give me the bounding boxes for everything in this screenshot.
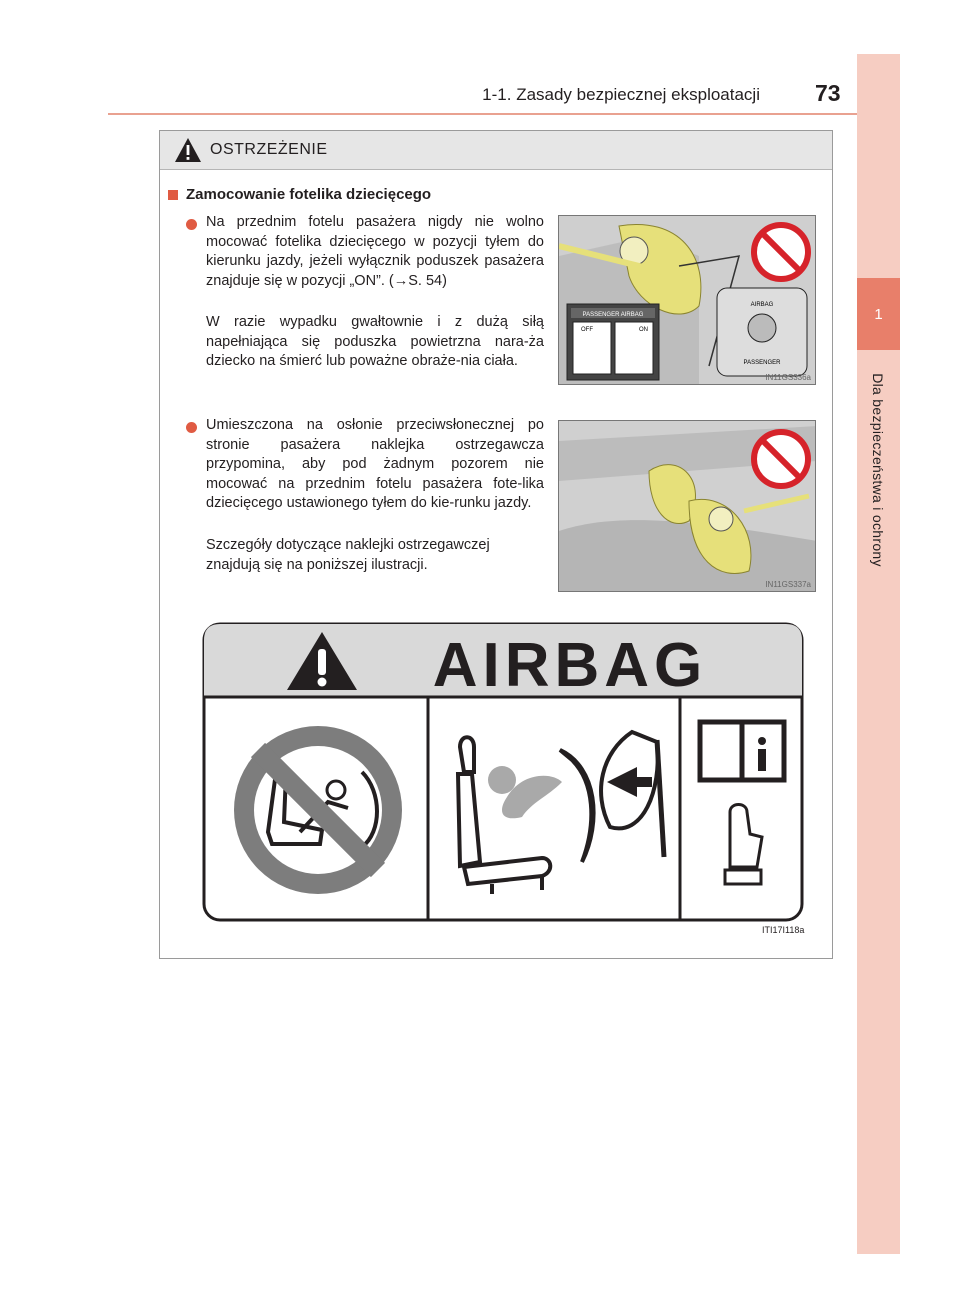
airbag-label-title: AIRBAG [432, 631, 708, 700]
switch-label-passenger: PASSENGER [743, 360, 781, 366]
switch-label-on: ON [639, 327, 648, 333]
chapter-title: Dla bezpieczeństwa i ochrony [870, 373, 886, 567]
section-title [168, 186, 431, 203]
airbag-warning-label [202, 622, 804, 922]
bullet1-paragraph1: Na przednim fotelu pasażera nigdy nie wolno mocować fotelika dziecięcego w pozycji tyłem do kierunku jazdy, jeżeli wyłącznik poduszek pasażera znajduje się w pozycji „ON”. (→S. 54) [206, 214, 544, 289]
round-bullet-icon [186, 219, 197, 230]
section-header-title: 1-1. Zasady bezpiecznej eksploatacji [482, 85, 760, 104]
switch-label-off: OFF [581, 327, 593, 333]
round-bullet-icon [186, 422, 197, 433]
car-interior-illustration [559, 421, 816, 592]
warning-heading: OSTRZEŻENIE [210, 141, 328, 158]
warning-triangle-icon [174, 137, 202, 163]
illustration-airbag-switch [558, 215, 816, 385]
warning-header [160, 131, 832, 170]
switch-label-passenger-airbag: PASSENGER AIRBAG [582, 312, 644, 318]
airbag-label-code: ITI17I118a [762, 925, 805, 935]
chapter-side-tab [857, 54, 900, 1254]
car-interior-illustration [559, 216, 816, 385]
warning-box [159, 130, 833, 959]
no-child-seat-icon [234, 726, 402, 894]
square-bullet-icon [168, 190, 178, 200]
illustration-sun-visor [558, 420, 816, 592]
chapter-number[interactable]: 1 [857, 278, 900, 350]
section-title-text: Zamocowanie fotelika dziecięcego [186, 186, 432, 203]
switch-label-airbag: AIRBAG [750, 302, 774, 308]
illustration-code: IN11GS336a [765, 373, 811, 382]
bullet2-paragraph1: Umieszczona na osłonie przeciwsłonecznej po stronie pasażera naklejka ostrzegawcza przypomina, aby pod żadnym pozorem nie mocować na przednim fotelu pasażera fote-lika dziecięcego ustawionego tyłem do kie-runku jazdy. [206, 417, 544, 511]
page-number: 73 [815, 80, 841, 106]
header-rule [108, 113, 857, 115]
bullet1-paragraph2: W razie wypadku gwałtownie i z dużą siłą napełniająca się poduszka powietrzna nara-ża dziecko na śmierć lub poważne obraże-nia ciała. [206, 314, 544, 369]
bullet2-paragraph2: Szczegóły dotyczące naklejki ostrzegawczej znajdują się na poniższej ilustracji. [206, 537, 490, 573]
illustration-code: IN11GS337a [765, 580, 811, 589]
